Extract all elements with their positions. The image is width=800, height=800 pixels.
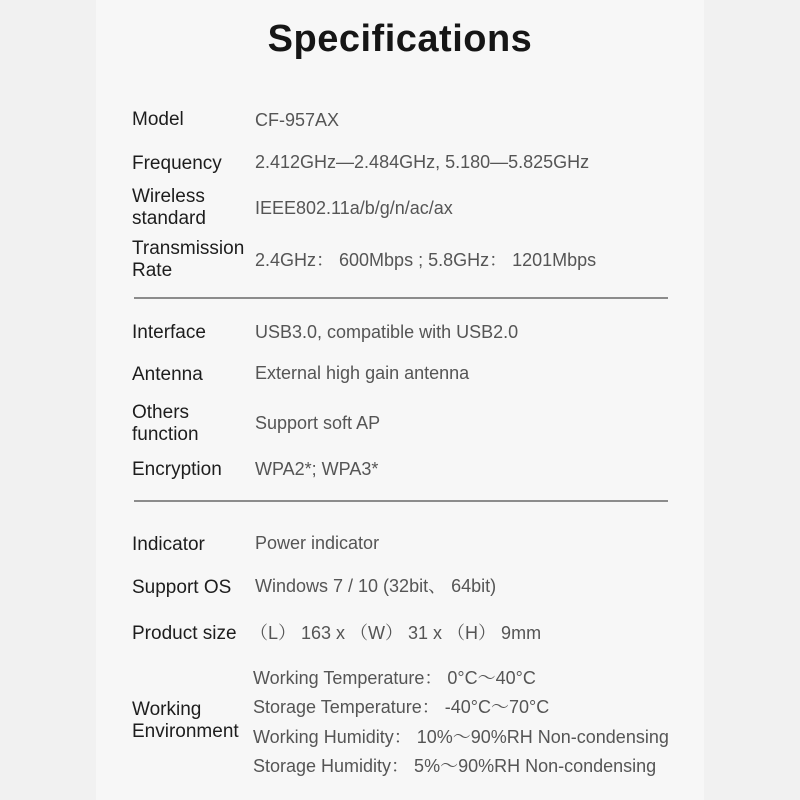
section-divider-2	[134, 500, 668, 502]
frequency-value: 2.412GHz—2.484GHz, 5.180—5.825GHz	[255, 152, 590, 172]
antenna-value: External high gain antenna	[255, 363, 470, 383]
storage-humidity-line: Storage Humidity： 5%～90%RH Non-condensing	[253, 756, 657, 776]
encryption-value: WPA2*; WPA3*	[255, 459, 379, 479]
indicator-label: Indicator	[132, 534, 205, 555]
working-environment-label-line1: Working	[132, 699, 202, 720]
indicator-value: Power indicator	[255, 533, 380, 553]
wireless-standard-label-line2: standard	[132, 208, 206, 229]
others-function-label-line1: Others	[132, 402, 190, 423]
working-humidity-line: Working Humidity： 10%～90%RH Non-condensing	[253, 727, 669, 747]
transmission-rate-label-line1: Transmission	[132, 238, 245, 259]
wireless-standard-label-line1: Wireless	[132, 186, 205, 207]
working-environment-label-line2: Environment	[132, 721, 239, 742]
encryption-label: Encryption	[132, 459, 222, 480]
transmission-rate-value: 2.4GHz： 600Mbps ; 5.8GHz： 1201Mbps	[255, 250, 597, 270]
product-size-label: Product size	[132, 623, 237, 644]
model-label: Model	[132, 109, 184, 130]
section-divider-1	[134, 297, 668, 299]
others-function-value: Support soft AP	[255, 413, 381, 433]
storage-temperature-line: Storage Temperature： -40°C～70°C	[253, 697, 550, 717]
page-title: Specifications	[267, 18, 533, 60]
frequency-label: Frequency	[132, 153, 222, 174]
others-function-label-line2: function	[132, 424, 199, 445]
antenna-label: Antenna	[132, 364, 203, 385]
product-size-value: （L） 163 x （W） 31 x （H） 9mm	[250, 623, 542, 643]
interface-label: Interface	[132, 322, 206, 343]
working-temperature-line: Working Temperature： 0°C～40°C	[253, 668, 536, 688]
support-os-label: Support OS	[132, 577, 232, 598]
interface-value: USB3.0, compatible with USB2.0	[255, 322, 519, 342]
model-value: CF-957AX	[255, 110, 340, 130]
wireless-standard-value: IEEE802.11a/b/g/n/ac/ax	[255, 198, 453, 218]
support-os-value: Windows 7 / 10 (32bit、 64bit)	[255, 576, 497, 596]
transmission-rate-label-line2: Rate	[132, 260, 173, 281]
